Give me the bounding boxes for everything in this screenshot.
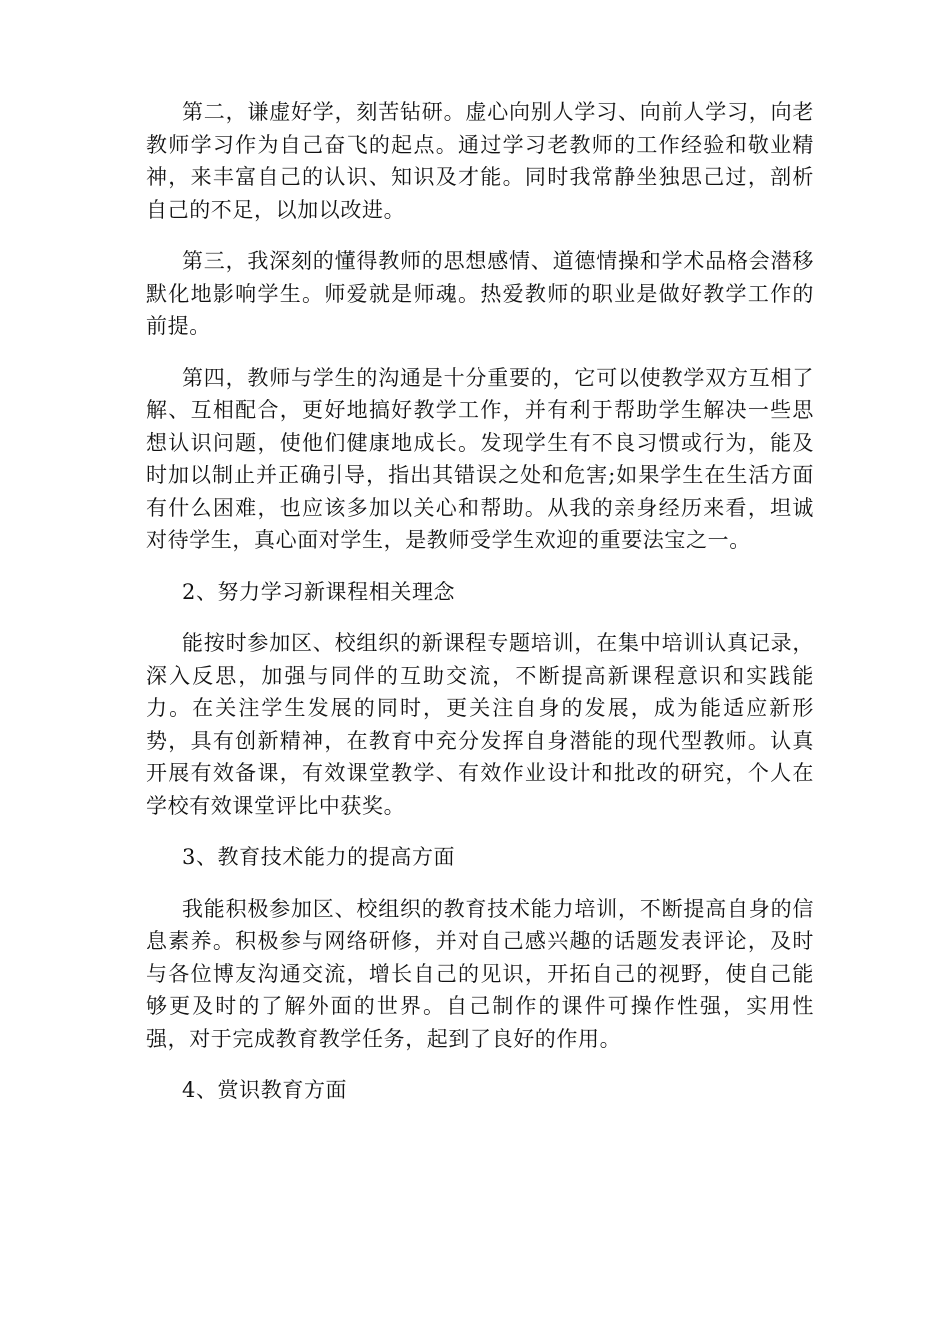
paragraph-fourth-point: 第四，教师与学生的沟通是十分重要的，它可以使教学双方互相了解、互相配合，更好地搞好教学工作，并有利于帮助学生解决一些思想认识问题，使他们健康地成长。发现学生有不良习惯或行为，能及时加以制止并正确引导，指出其错误之处和危害;如果学生在生活方面有什么困难，也应该多加以关心和帮助。从我的亲身经历来看，坦诚对待学生，真心面对学生，是教师受学生欢迎的重要法宝之一。 [146,365,814,552]
section-heading-4: 4、赏识教育方面 [182,1078,348,1102]
section-heading-2: 2、努力学习新课程相关理念 [182,579,456,604]
paragraph-third-point: 第三，我深刻的懂得教师的思想感情、道德情操和学术品格会潜移默化地影响学生。师爱就是师魂。热爱教师的职业是做好教学工作的前提。 [146,249,814,338]
paragraph-new-curriculum: 能按时参加区、校组织的新课程专题培训，在集中培训认真记录，深入反思，加强与同伴的互助交流，不断提高新课程意识和实践能力。在关注学生发展的同时，更关注自身的发展，成为能适应新形势，具有创新精神，在教育中充分发挥自身潜能的现代型教师。认真开展有效备课，有效课堂教学、有效作业设计和批改的研究，个人在学校有效课堂评比中获奖。 [146,631,814,818]
paragraph-edu-tech: 我能积极参加区、校组织的教育技术能力培训，不断提高自身的信息素养。积极参与网络研修，并对自己感兴趣的话题发表评论，及时与各位博友沟通交流，增长自己的见识，开拓自己的视野，使自己能够更及时的了解外面的世界。自己制作的课件可操作性强，实用性强，对于完成教育教学任务，起到了良好的作用。 [146,896,814,1051]
paragraph-second-point: 第二，谦虚好学，刻苦钻研。虚心向别人学习、向前人学习，向老教师学习作为自己奋飞的起点。通过学习老教师的工作经验和敬业精神，来丰富自己的认识、知识及才能。同时我常静坐独思己过，剖析自己的不足，以加以改进。 [146,100,814,222]
section-heading-3: 3、教育技术能力的提高方面 [182,845,456,869]
document-body [146,96,814,1126]
